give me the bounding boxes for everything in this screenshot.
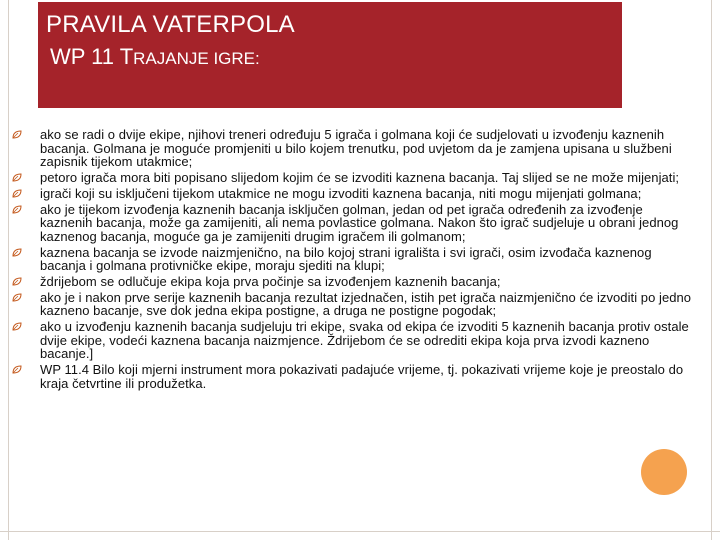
subtitle-small-caps: RAJANJE IGRE — [133, 49, 256, 68]
list-item — [8, 275, 698, 289]
list-item-text: ako je tijekom izvođenja kaznenih bacanja isključen golman, jedan od pet igrača određenih za izvođenje kaznenih bacanja, može ga zamijeniti, ali nema povlastice golmana. Nakon što igrač sudjeluje u obrani jednog kaznenog bacanja, moguće ga je zamijeniti drugim igračem ili golmanom; — [40, 201, 679, 244]
leaf-bullet-icon — [12, 365, 22, 374]
leaf-bullet-icon — [12, 322, 22, 331]
list-item — [8, 363, 698, 390]
list-item-text: WP 11.4 Bilo koji mjerni instrument mora pokazivati padajuće vrijeme, tj. pokazivati vrijeme koje je preostalo do kraja četvrtine ili produžetka. — [40, 362, 684, 391]
title-box — [38, 2, 622, 108]
frame-border-bottom — [0, 531, 720, 532]
list-item-text: kaznena bacanja se izvode naizmjenično, na bilo kojoj strani igrališta i svi igrači, osim izvođača kaznenog bacanja i golmana protivničke ekipe, moraju sjediti na klupi; — [40, 244, 652, 274]
leaf-bullet-icon — [12, 130, 22, 139]
list-item-text: petoro igrača mora biti popisano slijedom kojim će se izvoditi kaznena bacanja. Taj slijed se ne može mijenjati; — [40, 169, 680, 185]
bullet-list-container — [8, 128, 698, 393]
subtitle-colon: : — [255, 49, 260, 68]
list-item — [8, 187, 698, 201]
leaf-bullet-icon — [12, 277, 22, 286]
list-item-text: ždrijebom se odlučuje ekipa koja prva počinje sa izvođenjem kaznenih bacanja; — [40, 273, 501, 289]
leaf-bullet-icon — [12, 248, 22, 257]
list-item — [8, 246, 698, 273]
list-item — [8, 171, 698, 185]
list-item — [8, 128, 698, 169]
list-item — [8, 203, 698, 244]
bullet-list — [8, 128, 698, 390]
list-item — [8, 320, 698, 361]
slide-title: PRAVILA VATERPOLA — [46, 11, 295, 38]
slide-subtitle — [46, 42, 622, 74]
subtitle-prefix: WP 11 T — [50, 44, 134, 69]
list-item-text: ako u izvođenju kaznenih bacanja sudjeluju tri ekipe, svaka od ekipa će izvoditi 5 kaznenih bacanja protiv ostale dvije ekipe, vodeći kaznena bacanja naizmjence. Ždrijebom će se odrediti ekipa koja prva izvodi kazneno bacanje.] — [40, 319, 689, 362]
leaf-bullet-icon — [12, 173, 22, 182]
list-item-text: ako se radi o dvije ekipe, njihovi treneri određuju 5 igrača i golmana koji će sudjelovati u izvođenju kaznenih bacanja. Golmana je moguće promjeniti u bilo kojem trenutku, pod uvjetom da je zamjena upisana u službeni zapisnik tijekom utakmice; — [40, 127, 672, 169]
leaf-bullet-icon — [12, 205, 22, 214]
frame-border-right — [711, 0, 712, 540]
list-item — [8, 291, 698, 318]
list-item-text: ako je i nakon prve serije kaznenih bacanja rezultat izjednačen, istih pet igrača naizmjenično će izvoditi po jedno kazneno bacanje, sve dok jedna ekipa postigne, a druga ne postigne pogodak; — [40, 289, 692, 319]
decorative-circle — [641, 449, 687, 495]
list-item-text: igrači koji su isključeni tijekom utakmice ne mogu izvoditi kaznena bacanja, niti mogu mijenjati golmana; — [40, 185, 642, 201]
leaf-bullet-icon — [12, 293, 22, 302]
leaf-bullet-icon — [12, 189, 22, 198]
